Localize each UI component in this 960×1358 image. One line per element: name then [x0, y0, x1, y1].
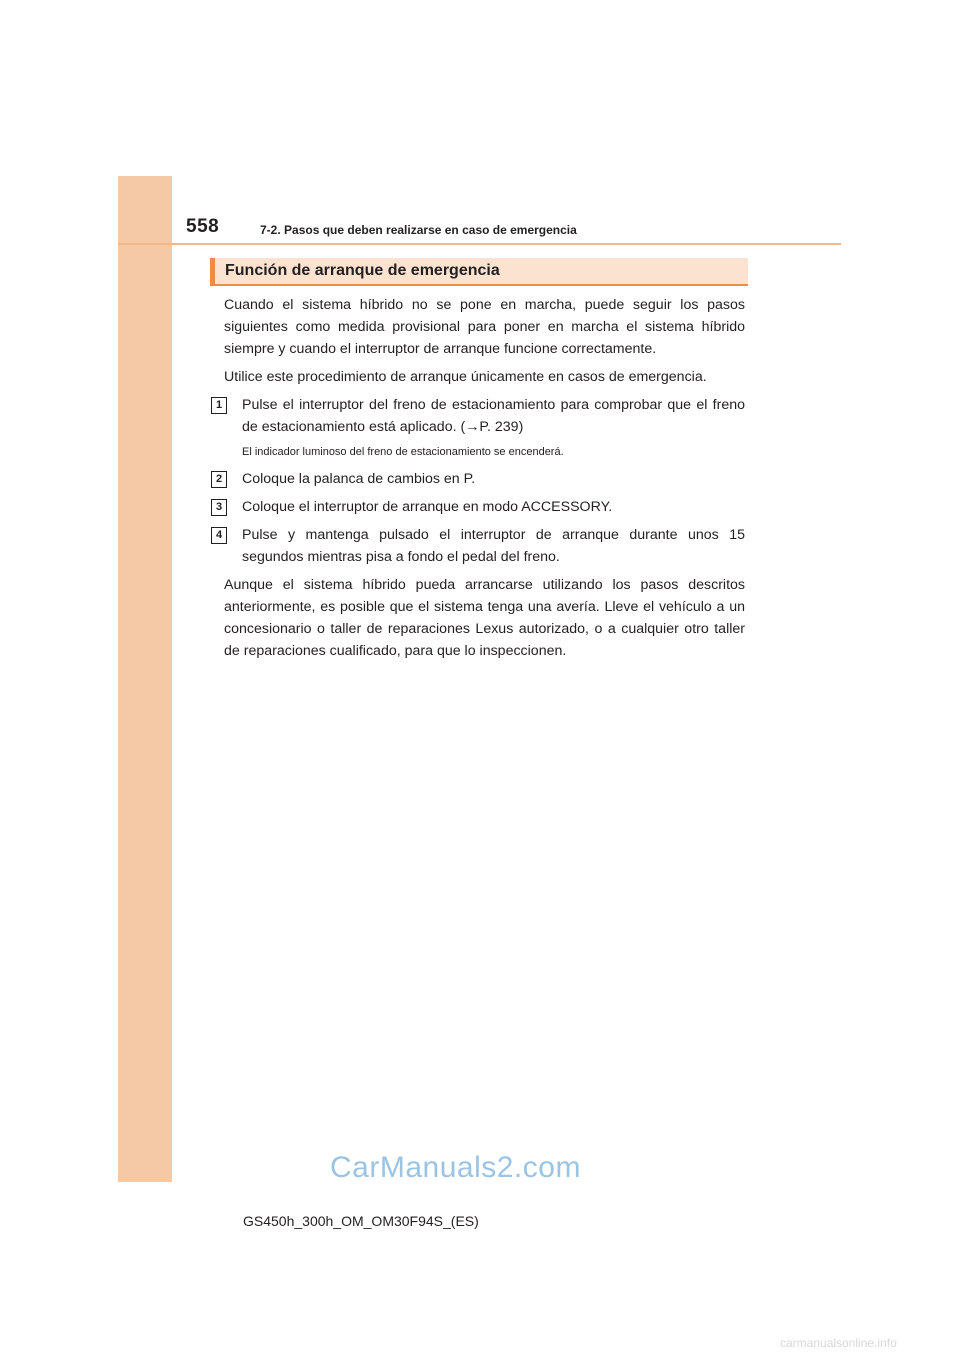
step-item — [215, 394, 745, 438]
section-heading-box — [210, 258, 748, 286]
section-content — [215, 294, 745, 668]
step-text: Pulse el interruptor del freno de estacionamiento para comprobar que el freno de estacionamiento está aplicado. (→P. 239) — [242, 397, 745, 435]
step-number-badge: 1 — [211, 397, 227, 414]
usage-note-paragraph: Utilice este procedimiento de arranque únicamente en casos de emergencia. — [224, 369, 707, 385]
header-divider — [118, 243, 841, 245]
intro-paragraph: Cuando el sistema híbrido no se pone en marcha, puede seguir los pasos siguientes como medida provisional para poner en marcha el sistema híbrido siempre y cuando el interruptor de arranque funcione correctamente. — [224, 297, 745, 357]
manual-code-footer: GS450h_300h_OM_OM30F94S_(ES) — [243, 1213, 479, 1229]
chapter-sidebar-tab — [118, 176, 172, 1182]
step-number-badge: 2 — [211, 471, 227, 488]
step-text: Coloque la palanca de cambios en P. — [242, 471, 476, 487]
page-number: 558 — [186, 216, 220, 237]
section-title: 7-2. Pasos que deben realizarse en caso de emergencia — [260, 223, 577, 237]
closing-paragraph: Aunque el sistema híbrido pueda arrancarse utilizando los pasos descritos anteriormente, es posible que el sistema tenga una avería. Lleve el vehículo a un concesionario o taller de reparaciones Lexus autorizado, o a cualquier otro taller de reparaciones cualificado, para que lo inspeccionen. — [224, 577, 745, 659]
step-number-badge: 4 — [211, 527, 227, 544]
step-item — [215, 524, 745, 568]
step-note: El indicador luminoso del freno de estacionamiento se encenderá. — [242, 446, 564, 458]
step-item — [215, 468, 745, 490]
step-text: Coloque el interruptor de arranque en modo ACCESSORY. — [242, 499, 613, 515]
watermark-logo: CarManuals2.com — [330, 1151, 581, 1184]
section-heading: Función de arranque de emergencia — [225, 262, 500, 279]
step-text: Pulse y mantenga pulsado el interruptor de arranque durante unos 15 segundos mientras pisa a fondo el pedal del freno. — [242, 527, 745, 565]
corner-watermark: carmanualsonline.info — [780, 1336, 897, 1350]
step-number-badge: 3 — [211, 499, 227, 516]
step-item — [215, 496, 745, 518]
